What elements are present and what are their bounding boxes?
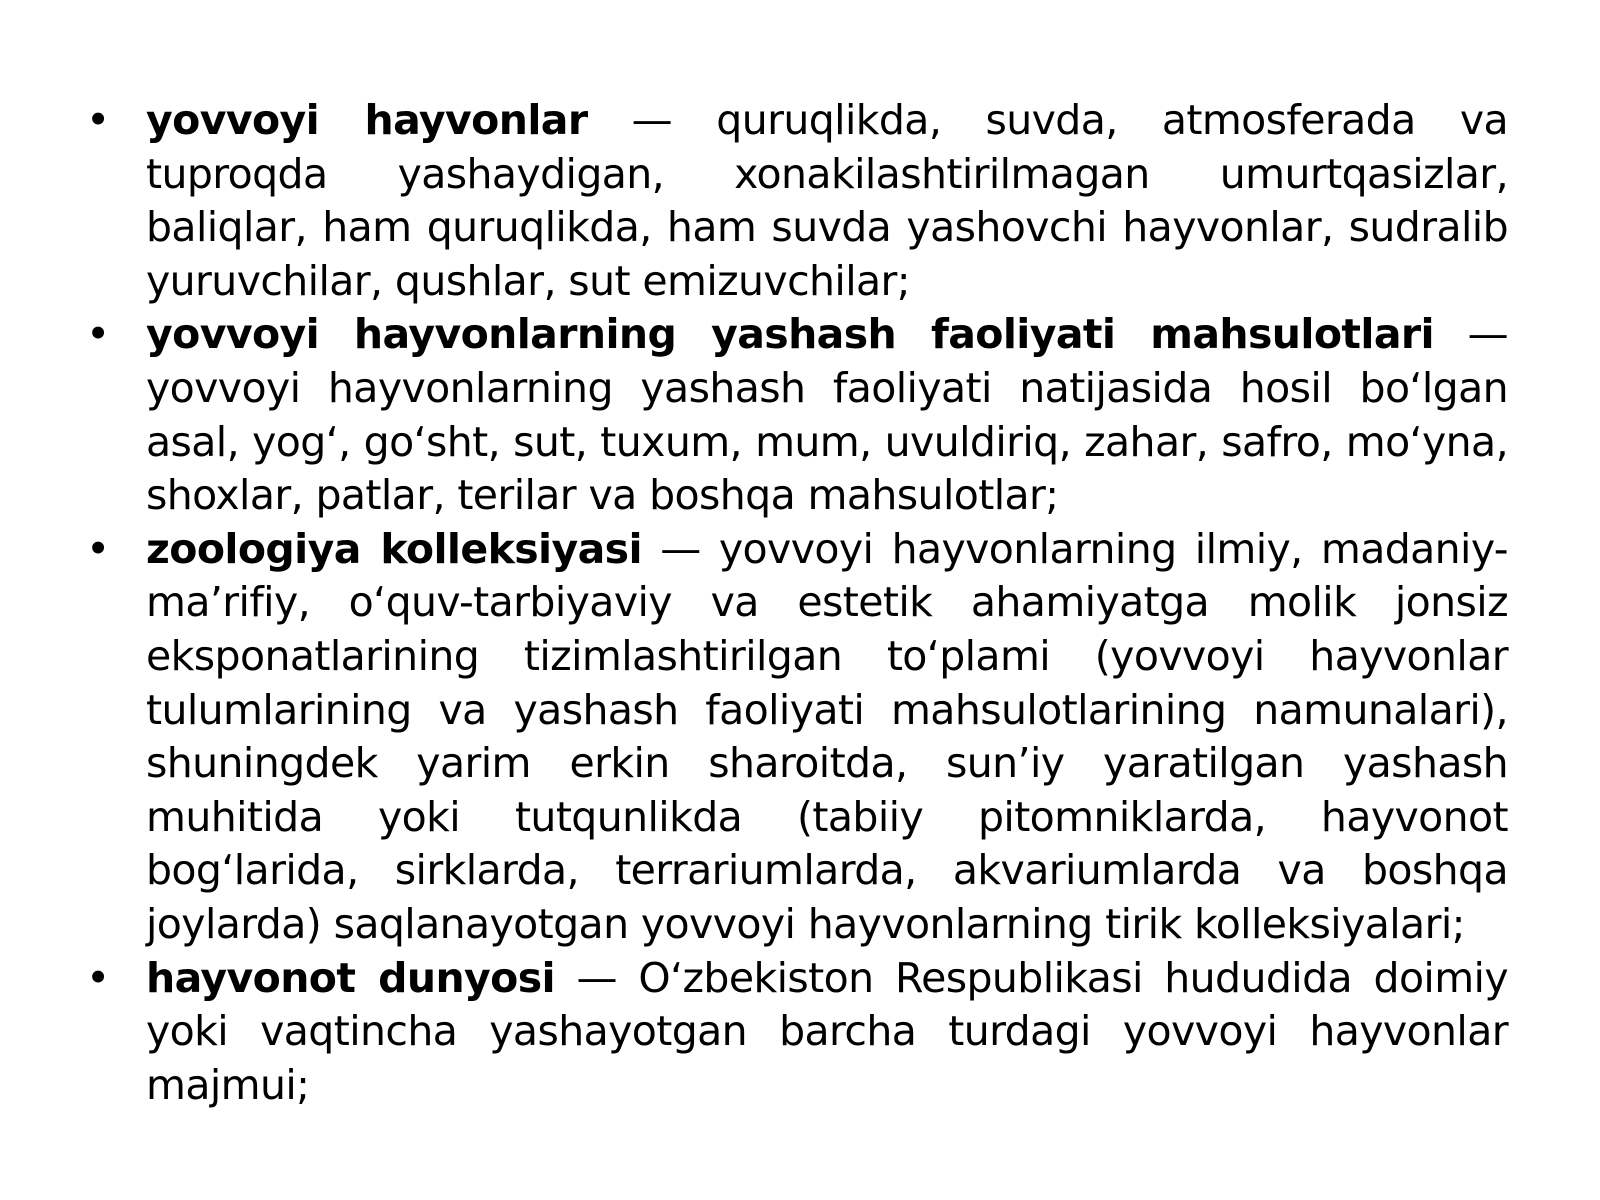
definition-text: quruqlikda, suvda, atmosferada va tuproqda yashaydigan, xonakilashtirilmagan umurtqasizlar, baliqlar, ham quruqlikda, ham suvda yashovchi hayvonlar, sudralib yuruvchilar, qushlar, sut emizuvchilar; [146, 96, 1509, 305]
definition-dash: — [1434, 310, 1508, 359]
definition-dash: — [555, 953, 639, 1002]
definition-item-animal-world [86, 952, 1508, 1113]
definition-term: zoologiya kolleksiyasi [146, 524, 642, 573]
definition-term: hayvonot dunyosi [146, 953, 555, 1002]
definition-term: yovvoyi hayvonlarning yashash faoliyati mahsulotlari [146, 310, 1434, 359]
bullet-icon: • [86, 953, 110, 1002]
definition-dash: — [641, 524, 719, 573]
definition-dash: — [587, 96, 717, 144]
definition-text: yovvoyi hayvonlarning yashash faoliyati natijasida hosil bo‘lgan asal, yog‘, go‘sht, sut, tuxum, mum, uvuldiriq, zahar, safro, mo‘yna, shoxlar, patlar, terilar va boshqa mahsulotlar; [146, 363, 1508, 520]
definition-text: yovvoyi hayvonlarning ilmiy, madaniy-ma’rifiy, o‘quv-tarbiyaviy va estetik ahamiyatga molik jonsiz eksponatlarining tizimlashtirilgan to‘plami (yovvoyi hayvonlar tulumlarining va yashash faoliyati mahsulotlarining namunalari), shuningdek yarim erkin sharoitda, sun’iy yaratilgan yashash muhitida yoki tutqunlikda (tabiiy pitomniklarda, hayvonot bog‘larida, sirklarda, terrariumlarda, akvariumlarda va boshqa joylarda) saqlanayotgan yovvoyi hayvonlarning tirik kolleksiyalari; [146, 524, 1508, 948]
bullet-icon: • [86, 96, 110, 144]
definition-list [86, 94, 1508, 1112]
definition-term: yovvoyi hayvonlar [146, 96, 588, 144]
definition-item-wild-animal-products [86, 308, 1508, 522]
definition-text: O‘zbekiston Respublikasi hududida doimiy yoki vaqtincha yashayotgan barcha turdagi yovvoyi hayvonlar majmui; [146, 953, 1509, 1109]
bullet-icon: • [86, 310, 110, 359]
bullet-icon: • [86, 524, 110, 573]
definition-item-zoological-collection [86, 523, 1508, 952]
definition-item-wild-animals [86, 94, 1508, 308]
